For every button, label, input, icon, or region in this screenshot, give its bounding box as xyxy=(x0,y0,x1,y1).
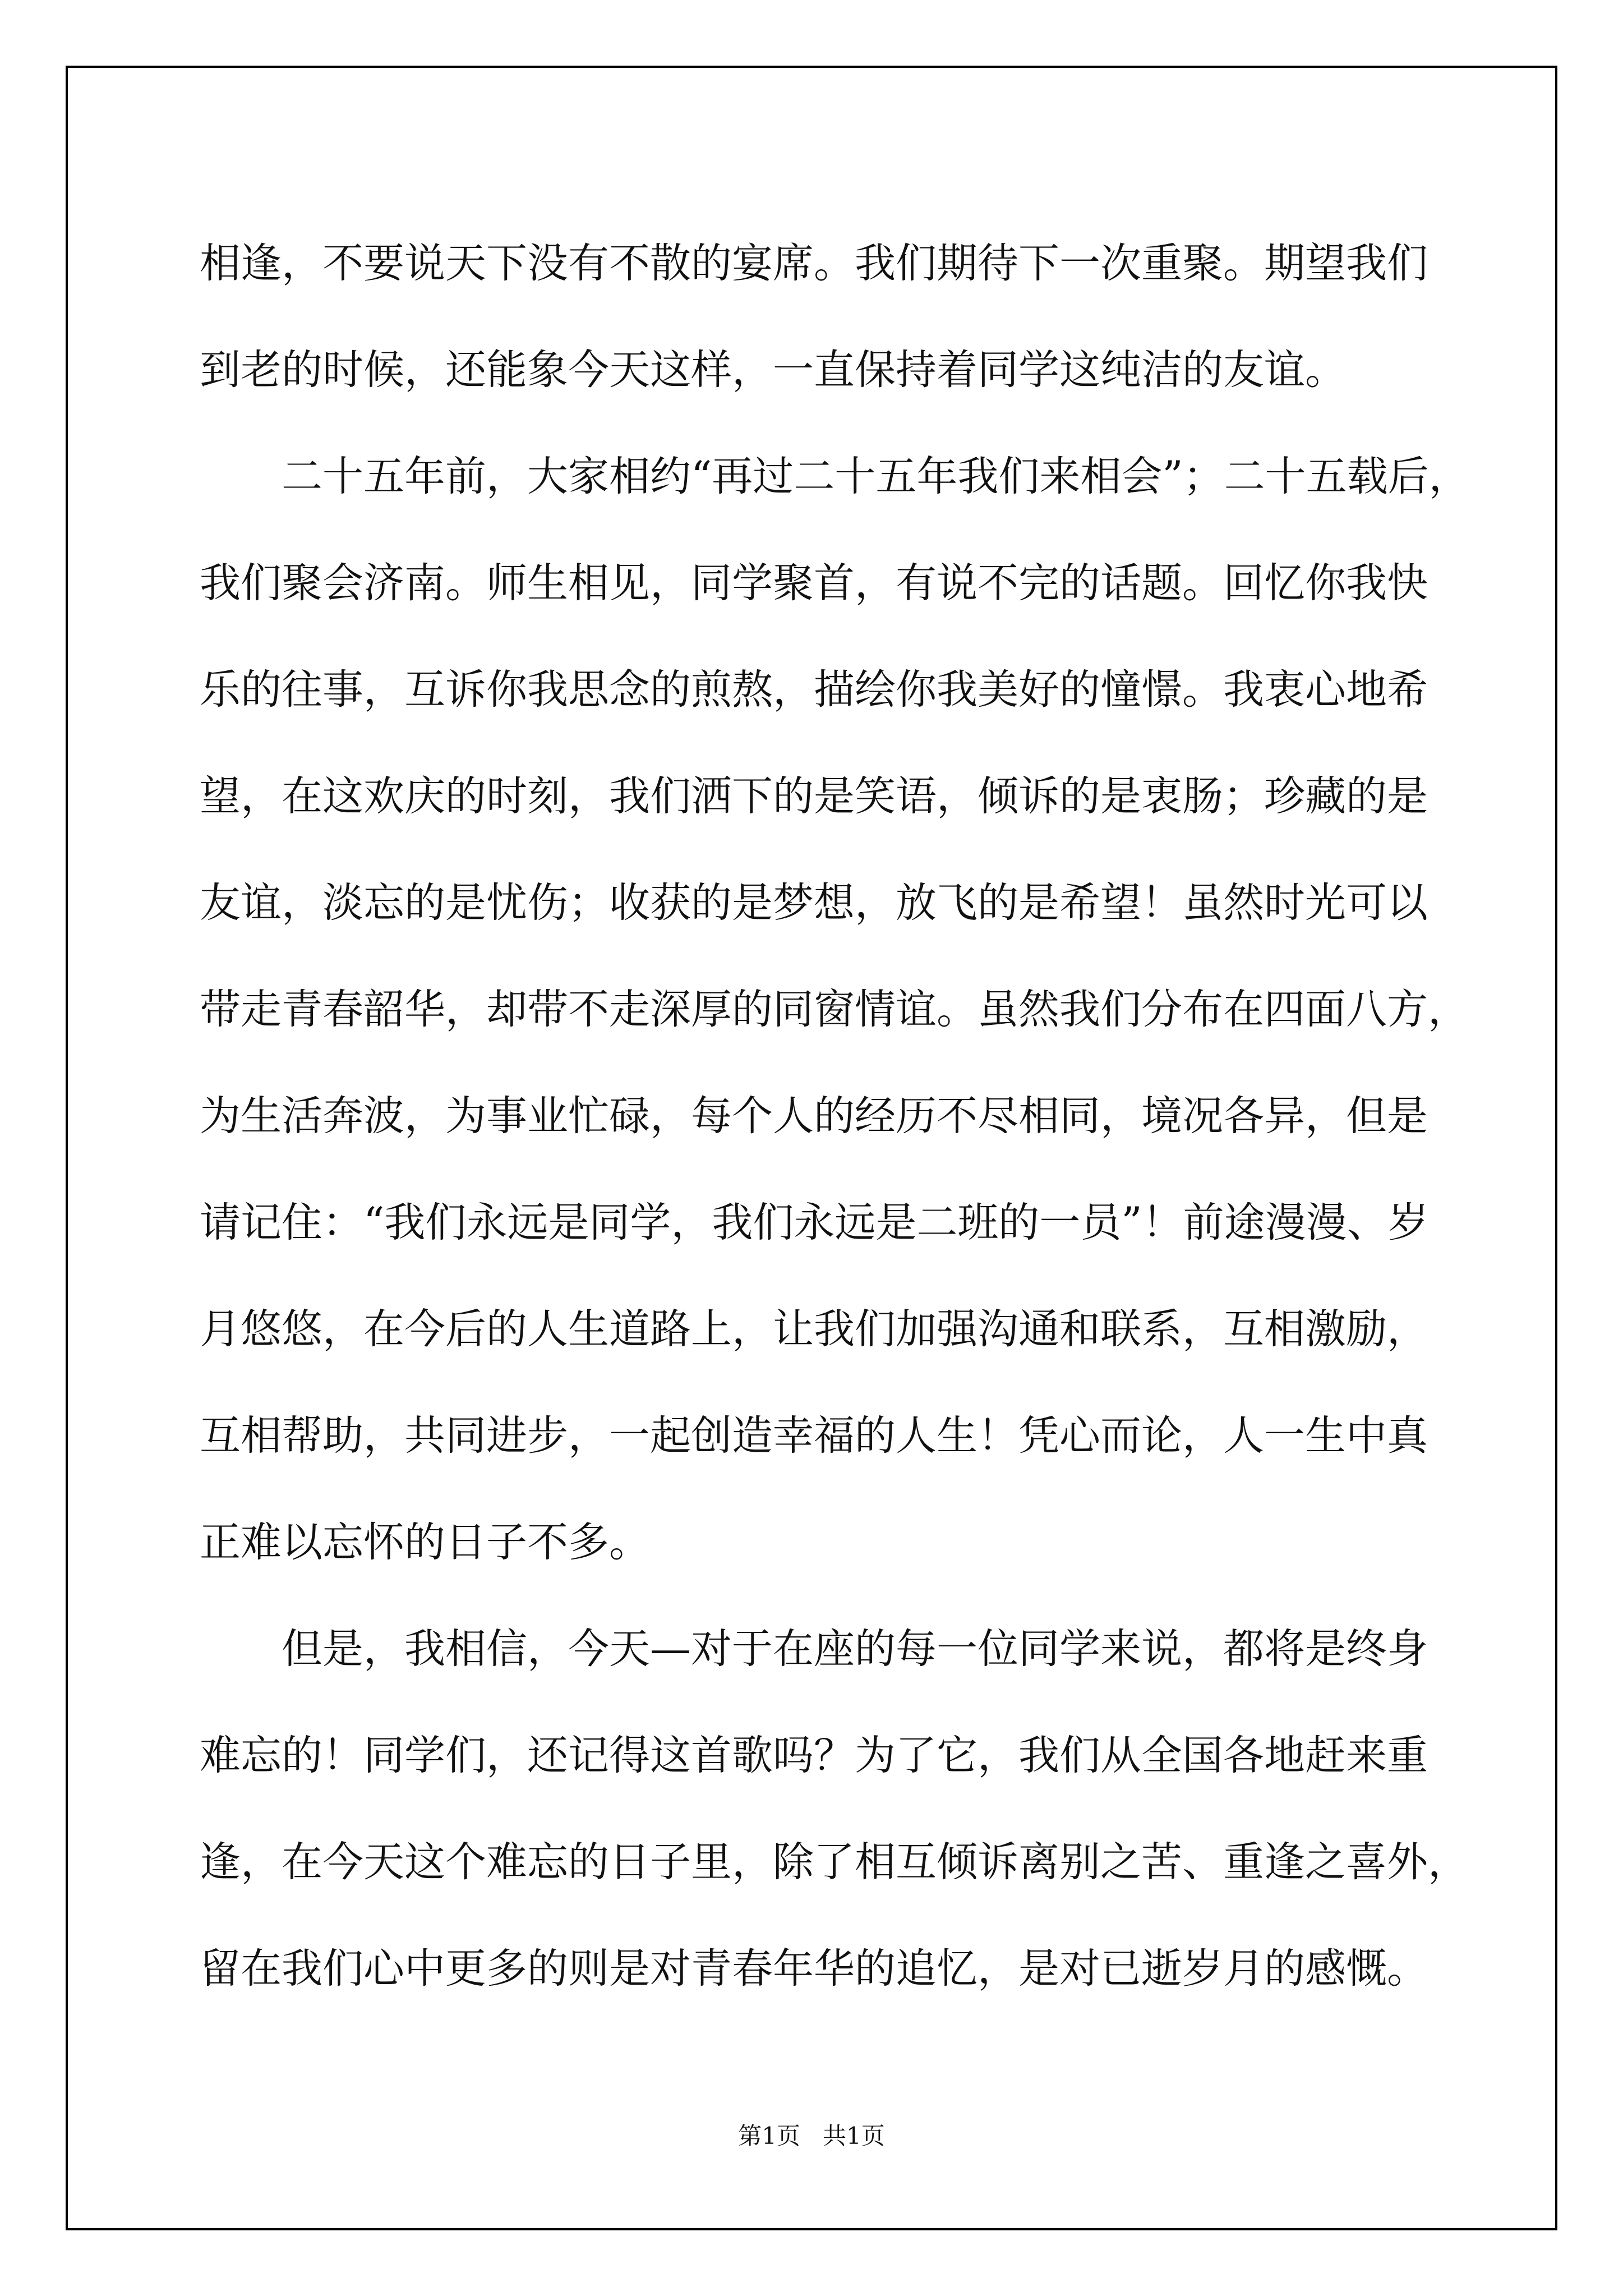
text-line: 月悠悠，在今后的人生道路上，让我们加强沟通和联系，互相激励， xyxy=(200,1305,1428,1353)
text-line: 望，在这欢庆的时刻，我们洒下的是笑语，倾诉的是衷肠；珍藏的是 xyxy=(200,772,1428,820)
page-number-footer: 第1页 共1页 xyxy=(738,2122,885,2150)
paragraph-start-line: 但是，我相信，今天—对于在座的每一位同学来说，都将是终身 xyxy=(282,1625,1428,1673)
text-line: 乐的往事，互诉你我思念的煎熬，描绘你我美好的憧憬。我衷心地希 xyxy=(200,666,1428,714)
text-line: 留在我们心中更多的则是对青春年华的追忆，是对已逝岁月的感慨。 xyxy=(200,1945,1428,1993)
text-line: 相逢，不要说天下没有不散的宴席。我们期待下一次重聚。期望我们 xyxy=(200,240,1428,287)
text-line: 为生活奔波，为事业忙碌，每个人的经历不尽相同，境况各异，但是 xyxy=(200,1092,1428,1140)
text-line: 请记住：“我们永远是同学，我们永远是二班的一员”！前途漫漫、岁 xyxy=(200,1199,1429,1246)
text-line: 到老的时候，还能象今天这样，一直保持着同学这纯洁的友谊。 xyxy=(200,346,1346,394)
text-line: 友谊，淡忘的是忧伤；收获的是梦想，放飞的是希望！虽然时光可以 xyxy=(200,879,1428,927)
paragraph-start-line: 二十五年前，大家相约“再过二十五年我们来相会”；二十五载后， xyxy=(282,453,1470,500)
text-line: 我们聚会济南。师生相见，同学聚首，有说不完的话题。回忆你我快 xyxy=(200,559,1428,607)
text-line: 正难以忘怀的日子不多。 xyxy=(200,1519,650,1566)
document-body xyxy=(200,210,1470,2022)
text-line: 难忘的！同学们，还记得这首歌吗？为了它，我们从全国各地赶来重 xyxy=(200,1732,1428,1779)
text-line: 逢，在今天这个难忘的日子里，除了相互倾诉离别之苦、重逢之喜外， xyxy=(200,1838,1469,1886)
text-line: 带走青春韶华，却带不走深厚的同窗情谊。虽然我们分布在四面八方， xyxy=(200,986,1469,1033)
text-line: 互相帮助，共同进步，一起创造幸福的人生！凭心而论，人一生中真 xyxy=(200,1412,1428,1460)
